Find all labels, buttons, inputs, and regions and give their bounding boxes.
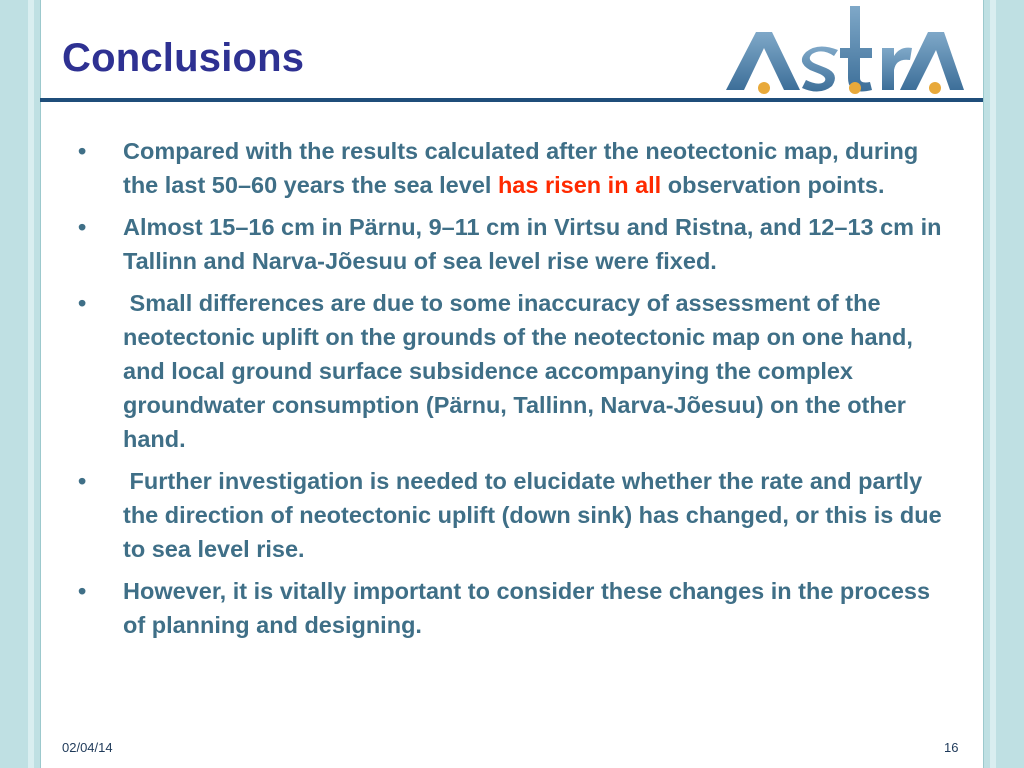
bullet-text-part: Compared with the results calculated after the neotectonic map, during the last 50–60 years the sea level bbox=[123, 138, 919, 198]
astra-logo bbox=[722, 4, 966, 96]
logo-letter-t bbox=[840, 6, 872, 92]
bullet-text: Further investigation is needed to elucidate whether the rate and partly the direction of neotectonic uplift (down sink) has changed, or this is due to sea level rise. bbox=[123, 468, 949, 562]
bullet-marker: • bbox=[78, 290, 87, 316]
bullet-item bbox=[78, 210, 943, 278]
left-frame-border bbox=[0, 0, 41, 768]
logo-letter-s bbox=[802, 46, 838, 91]
logo-letter-a-2 bbox=[900, 32, 964, 90]
bullet-marker: • bbox=[78, 138, 87, 164]
logo-dot-2 bbox=[849, 82, 861, 94]
bullet-list bbox=[78, 134, 949, 650]
bullet-marker: • bbox=[78, 214, 87, 240]
logo-dot-1 bbox=[758, 82, 770, 94]
bullet-item bbox=[78, 134, 943, 202]
bullet-text: Small differences are due to some inaccuracy of assessment of the neotectonic uplift on the grounds of the neotectonic map on one hand, and local ground surface subsidence accompanying the complex groundwater consumption (Pärnu, Tallinn, Narva-Jõesuu) on the other hand. bbox=[123, 290, 920, 452]
bullet-item bbox=[78, 286, 943, 456]
right-frame-border bbox=[983, 0, 1024, 768]
bullet-text-part: observation points. bbox=[661, 172, 885, 198]
bullet-item bbox=[78, 574, 943, 642]
bullet-marker: • bbox=[78, 468, 87, 494]
bullet-item bbox=[78, 464, 949, 566]
logo-letter-a-1 bbox=[726, 32, 800, 90]
page-number: 16 bbox=[944, 740, 959, 755]
highlighted-text: has risen in all bbox=[497, 172, 662, 198]
footer-date: 02/04/14 bbox=[62, 740, 113, 755]
bullet-text: However, it is vitally important to consider these changes in the process of planning and designing. bbox=[123, 578, 931, 638]
logo-dot-3 bbox=[929, 82, 941, 94]
bullet-marker: • bbox=[78, 578, 87, 604]
slide-title: Conclusions bbox=[62, 36, 305, 80]
title-divider bbox=[40, 98, 983, 102]
bullet-text: Almost 15–16 cm in Pärnu, 9–11 cm in Virtsu and Ristna, and 12–13 cm in Tallinn and Narva-Jõesuu of sea level rise were fixed. bbox=[123, 214, 942, 274]
